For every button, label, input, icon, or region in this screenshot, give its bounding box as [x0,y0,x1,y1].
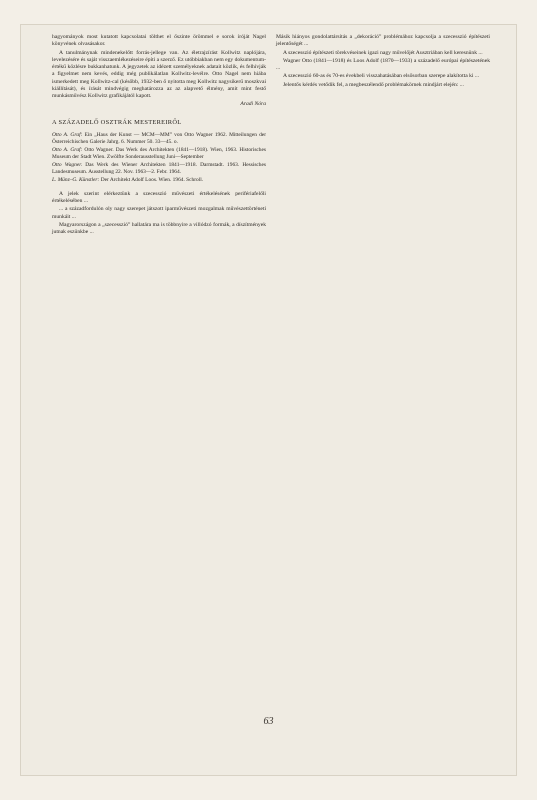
reference-author: Otto A. Graf: [52,131,83,138]
reference-text: Ein „Haus der Kunst — MCM—MM” von Otto Wagner 1962. Mitteilungen der Österreichischen Galerie Jahrg. 6. Nummer 50. 33—45. o. [52,131,266,145]
page-number: 63 [263,716,274,727]
body-paragraph: Wagner Otto (1841—1918) és Loos Adolf (1870—1933) a századelő európai építészetének ... [276,57,490,71]
reference-author: L. Münz–G. Künstler: [52,176,100,183]
reference-author: Otto Wagner. [52,161,83,168]
body-paragraph: Jelentős kérdés vetődik fel, a megbeszélendő problémakörnek mindjárt elején: ... [283,81,464,88]
author-signature: Aradi Nóra [240,101,266,108]
body-paragraph: ... a századfordulón oly nagy szerepet játszott iparművészeti mozgalmak művészettörténeti munkáit ... [52,206,266,220]
reference-text: Otto Wagner. Das Werk des Architekten (1841—1918). Wien, 1963. Historisches Museum der Stadt Wien. Zwölfte Sonderausstellung Juni—September [52,146,266,160]
reference-entry [52,147,266,161]
reference-text: Das Werk des Wiener Architekten 1841—1918. Darmstadt. 1963. Hessisches Landesmuseum. Ausstellung 22. Nov. 1963—2. Febr. 1964. [52,161,266,175]
reference-entry [52,177,266,184]
right-column [276,34,490,90]
body-paragraph: Magyarországon a „szecesszió” hallatára ma is többnyire a villódzó formák, a díszítmények jutnak eszünkbe ... [52,221,266,235]
body-paragraph: A szecesszió 60-as és 70-es évekbeli visszahatásában elsősorban szerepe alakította ki ... [283,73,480,80]
left-column [52,34,266,237]
intro-paragraph: hagyományok most kutatott kapcsolatai tölthet el őszinte örömmel e sorok íróját Nagel könyvének olvasásakor. [52,34,266,48]
reference-entry [52,132,266,146]
reference-entry [52,162,266,176]
section-title: A SZÁZADELŐ OSZTRÁK MESTEREIRŐL [52,118,182,126]
body-paragraph: Másik hiányos gondolattársítás a „dekoráció” problémához kapcsolja a szecesszió építészeti jelentőségét ... [276,34,490,48]
body-paragraph: A jelek szerint elérkeztünk a szecesszió művészeti értékelésének perifériafelőli értékelésében ... [52,190,266,204]
body-paragraph: A szecesszió építészeti törekvéseinek igazi nagy művelőjét Ausztriában kell keresnünk ... [283,49,483,56]
reference-author: Otto A. Graf: [52,146,83,153]
intro-paragraph: A tanulmánynak mindenekelőtt forrás-jellege van. Az életrajzírást Kollwitz naplójára, levelezésére és saját visszaemlékezéseire építi a szerző. Ez utóbbiakban nem egy dokumentum-értékű közlésre bukkanhatunk. A jegyzetek az idézett személyeknek adatait közlik, és felhívják a figyelmet nem kevés, eddig még publikálatlan Kollwitz-levélre. Otto Nagel nem hiába ismerkedett meg Kollwitz-cal (később, 1932-ben ő nyitotta meg Kollwitz nagysikerű moszkvai kiállítását), és írását mindvégig meghatározza az az alapvető élmény, amit mint festő munkásművész Kollwitz grafikájától kapott. [52,49,266,99]
reference-text: Der Architekt Adolf Loos. Wien. 1964. Schroll. [100,176,204,183]
